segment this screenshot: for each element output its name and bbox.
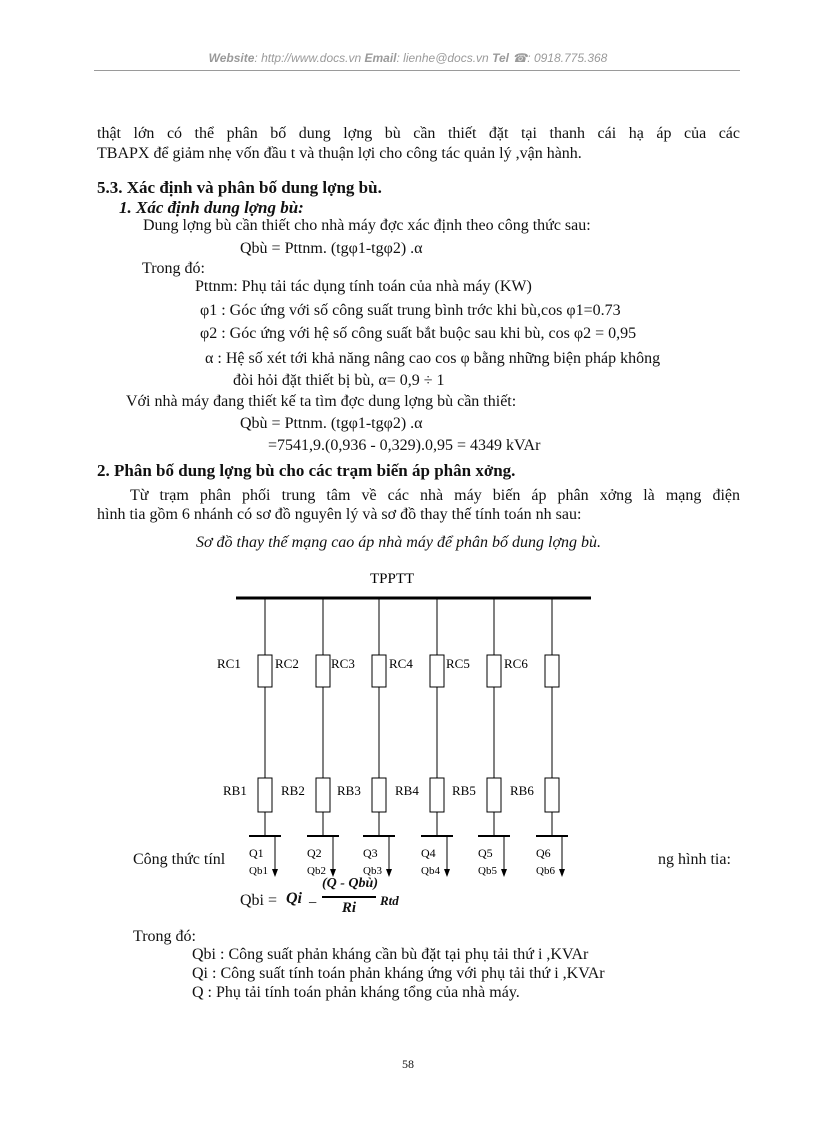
website-value[interactable]: : http://www.docs.vn <box>254 51 362 65</box>
email-value[interactable]: : lienhe@docs.vn <box>396 51 489 65</box>
qb-label-6: Qb6 <box>536 865 555 877</box>
rc-label-1: RC1 <box>217 656 241 671</box>
rc-resistor-1 <box>258 655 272 687</box>
formula-qbu: Qbù = Pttnm. (tgφ1-tgφ2) .α <box>240 240 423 257</box>
def-phi2: φ2 : Góc ứng với hệ số công suất bắt buộc sau khi bù, cos φ2 = 0,95 <box>200 325 637 342</box>
section-heading-2: 2. Phân bố dung lợng bù cho các trạm biến áp phân xởng. <box>97 461 516 480</box>
formula2-minus: − <box>308 895 318 912</box>
diagram-caption: Sơ đồ thay thế mạng cao áp nhà máy để phân bố dung lợng bù. <box>196 534 602 551</box>
def-phi1: φ1 : Góc ứng với số công suất trung bình trớc khi bù,cos φ1=0.73 <box>200 302 621 319</box>
fraction-bar <box>322 896 376 898</box>
rb-resistor-4 <box>430 778 444 812</box>
q-label-4: Q4 <box>421 846 436 860</box>
rb-label-5: RB5 <box>452 783 476 798</box>
rb-resistor-3 <box>372 778 386 812</box>
where-label-1: Trong đó: <box>142 260 205 277</box>
formula2-intro-a: Công thức tínl <box>133 851 226 868</box>
def-q: Q : Phụ tải tính toán phản kháng tổng của nhà máy. <box>192 984 520 1001</box>
rc-resistor-4 <box>430 655 444 687</box>
phone-icon: ☎ <box>512 51 528 65</box>
rb-resistor-2 <box>316 778 330 812</box>
arrow-head-6 <box>559 869 565 877</box>
formula2-numerator: (Q - Qbù) <box>322 876 378 891</box>
qb-label-3: Qb3 <box>363 865 382 877</box>
arrow-head-4 <box>444 869 450 877</box>
qb-label-4: Qb4 <box>421 865 440 877</box>
bus-label: TPPTT <box>370 571 415 587</box>
q-label-1: Q1 <box>249 846 264 860</box>
tel-value: : 0918.775.368 <box>527 51 608 65</box>
sec2-line-1: Từ trạm phân phối trung tâm về các nhà máy biến áp phân xởng là mạng điện <box>130 487 740 504</box>
def-qbi: Qbi : Công suất phản kháng cần bù đặt tại phụ tải thứ i ,KVAr <box>192 946 589 963</box>
intro-line-1: thật lớn có thể phân bố dung lợng bù cần thiết đặt tại thanh cái hạ áp của các <box>97 125 740 142</box>
formula2-lhs: Qbi = <box>240 892 278 909</box>
formula2-rtd: Rtd <box>380 893 399 908</box>
arrow-head-1 <box>272 869 278 877</box>
sec53-line-1: Dung lợng bù cần thiết cho nhà máy đợc xác định theo công thức sau: <box>143 217 591 234</box>
q-label-3: Q3 <box>363 846 378 860</box>
def-pttnm: Pttnm: Phụ tải tác dụng tính toán của nhà máy (KW) <box>195 278 532 295</box>
rb-label-2: RB2 <box>281 783 305 798</box>
arrow-head-3 <box>386 869 392 877</box>
rb-label-3: RB3 <box>337 783 361 798</box>
intro-line-2: TBAPX để giảm nhẹ vốn đầu t và thuận lợi cho công tác quản lý ,vận hành. <box>97 145 582 162</box>
website-label: Website <box>208 51 255 65</box>
qb-label-2: Qb2 <box>307 865 326 877</box>
q-label-5: Q5 <box>478 846 493 860</box>
section-heading-5-3: 5.3. Xác định và phân bố dung lợng bù. <box>97 178 382 197</box>
rc-label-4: RC4 <box>389 656 413 671</box>
formula2-intro-g: ng hình tia: <box>658 851 731 868</box>
tel-label: Tel <box>492 51 509 65</box>
rc-label-2: RC2 <box>275 656 299 671</box>
rc-resistor-6 <box>545 655 559 687</box>
rc-resistor-5 <box>487 655 501 687</box>
q-label-2: Q2 <box>307 846 322 860</box>
rb-resistor-5 <box>487 778 501 812</box>
email-label: Email <box>364 51 397 65</box>
rc-resistor-3 <box>372 655 386 687</box>
calc-line-2: =7541,9.(0,936 - 0,329).0,95 = 4349 kVAr <box>268 437 541 454</box>
arrow-head-5 <box>501 869 507 877</box>
q-label-6: Q6 <box>536 846 551 860</box>
rc-label-3: RC3 <box>331 656 355 671</box>
formula2-denominator: Ri <box>341 900 357 916</box>
sec2-line-2: hình tia gồm 6 nhánh có sơ đồ nguyên lý và sơ đồ thay thế tính toán nh sau: <box>97 506 582 523</box>
rc-label-5: RC5 <box>446 656 470 671</box>
def-alpha-1: α : Hệ số xét tới khả năng nâng cao cos φ bằng những biện pháp không <box>205 350 661 367</box>
rc-label-6: RC6 <box>504 656 528 671</box>
apply-line: Với nhà máy đang thiết kế ta tìm đợc dung lợng bù cần thiết: <box>126 393 517 410</box>
calc-line-1: Qbù = Pttnm. (tgφ1-tgφ2) .α <box>240 415 423 432</box>
page-number: 58 <box>402 1057 414 1071</box>
rb-resistor-6 <box>545 778 559 812</box>
qb-label-5: Qb5 <box>478 865 497 877</box>
rb-label-4: RB4 <box>395 783 419 798</box>
where-label-2: Trong đó: <box>133 928 196 945</box>
qb-label-1: Qb1 <box>249 865 268 877</box>
rb-resistor-1 <box>258 778 272 812</box>
def-qi: Qi : Công suất tính toán phản kháng ứng với phụ tải thứ i ,KVAr <box>192 965 605 982</box>
rb-label-6: RB6 <box>510 783 534 798</box>
rc-resistor-2 <box>316 655 330 687</box>
formula2-qi: Qi <box>286 890 302 907</box>
rb-label-1: RB1 <box>223 783 247 798</box>
def-alpha-2: đòi hỏi đặt thiết bị bù, α= 0,9 ÷ 1 <box>233 372 445 389</box>
subheading-1: 1. Xác định dung lợng bù: <box>119 198 304 217</box>
